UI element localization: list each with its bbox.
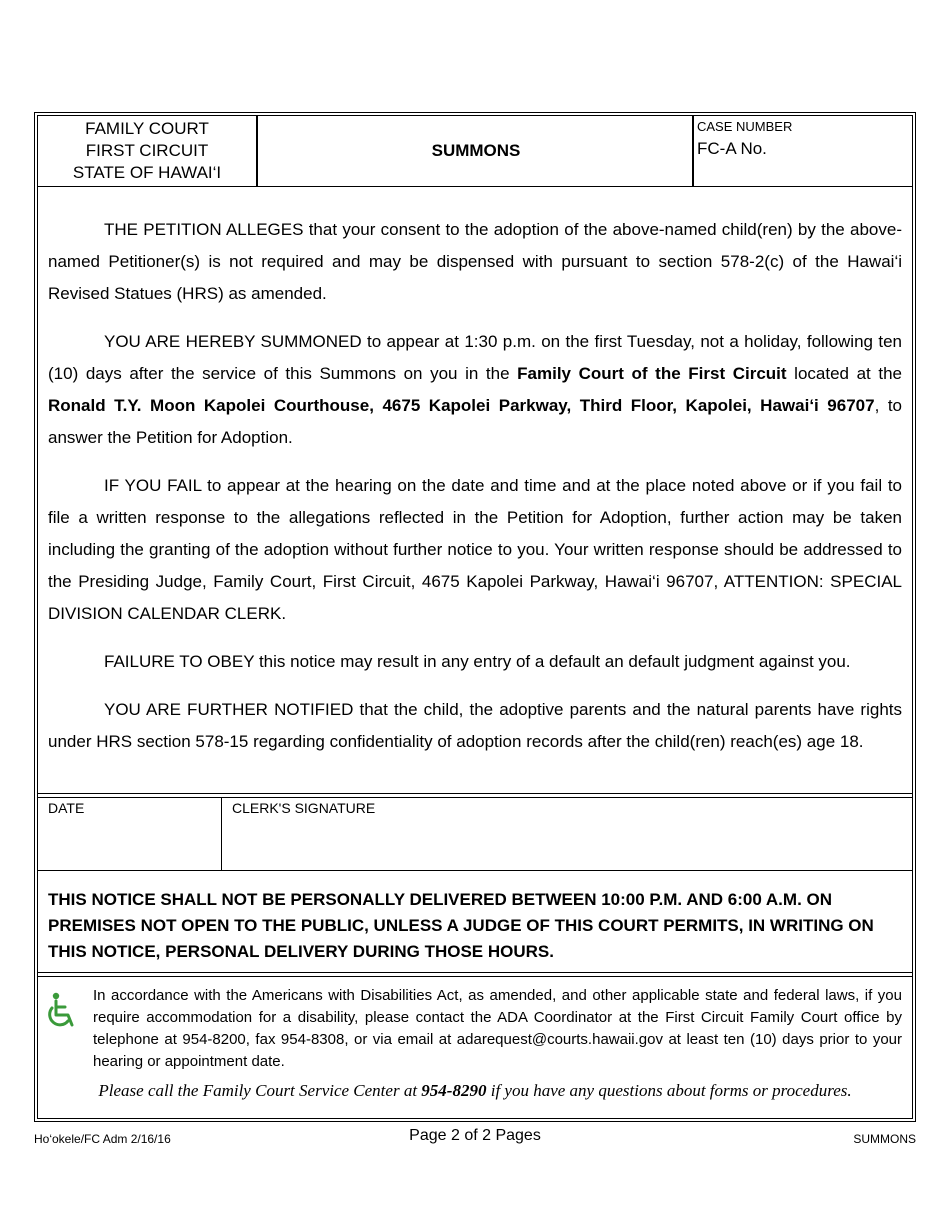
court-name-block — [38, 116, 258, 186]
footer-doc-name: SUMMONS — [853, 1132, 916, 1146]
case-number-cell[interactable] — [695, 116, 912, 186]
case-number-label: CASE NUMBER — [697, 119, 793, 134]
court-name-bold: Family Court of the First Circuit — [517, 364, 787, 383]
page-number: Page 2 of 2 Pages — [409, 1127, 541, 1144]
ada-section — [38, 976, 912, 1118]
wheelchair-icon — [42, 991, 82, 1031]
ada-statement: In accordance with the Americans with Disabilities Act, as amended, and other applicable state and federal laws, if you require accommodation for a disability, please contact the ADA Coordinator at the First Circuit Family Court office by telephone at 954-8200, fax 954-8308, or via email at adarequest@courts.hawaii.gov at least ten (10) days prior to your hearing or appointment date. — [93, 987, 902, 1070]
document-title: SUMMONS — [260, 116, 694, 186]
text-run: located at the — [786, 364, 902, 383]
clerk-signature-field[interactable] — [232, 800, 375, 816]
court-line: FIRST CIRCUIT — [85, 141, 209, 160]
text-run: , to answer the Petition for Adoption. — [48, 396, 903, 447]
service-center-note — [38, 1081, 912, 1101]
court-line: STATE OF HAWAI‘I — [72, 163, 222, 182]
case-number-value[interactable]: FC-A No. — [697, 139, 767, 158]
paragraph-summoned — [48, 326, 902, 454]
paragraph-if-you-fail: IF YOU FAIL to appear at the hearing on the date and time and at the place noted above or if you fail to file a written response to the allegations reflected in the Petition for Adoption, further action may be taken including the granting of the adoption without further notice to you. Your written response should be addressed to the Presiding Judge, Family Court, First Circuit, 4675 Kapolei Parkway, Hawai‘i 96707, ATTENTION: SPECIAL DIVISION CALENDAR CLERK. — [48, 476, 902, 623]
text-run: if you have any questions about forms or procedures. — [486, 1081, 852, 1100]
courthouse-address-bold: Ronald T.Y. Moon Kapolei Courthouse, 4675 Kapolei Parkway, Third Floor, Kapolei, Hawai‘i 96707 — [48, 396, 875, 415]
text-run: YOU ARE HEREBY SUMMONED to appear at 1:30 p.m. on the first Tuesday, not a holiday, following ten (10) days after the service of this Summons on you in the — [48, 332, 902, 383]
paragraph-failure-to-obey: FAILURE TO OBEY this notice may result in any entry of a default an default judgment against you. — [104, 652, 851, 671]
date-field[interactable] — [38, 798, 222, 870]
delivery-notice: THIS NOTICE SHALL NOT BE PERSONALLY DELIVERED BETWEEN 10:00 P.M. AND 6:00 A.M. ON PREMISES NOT OPEN TO THE PUBLIC, UNLESS A JUDGE OF THIS COURT PERMITS, IN WRITING ON THIS NOTICE, PERSONAL DELIVERY DURING THOSE HOURS. — [48, 890, 874, 961]
form-inner-border — [37, 115, 913, 1119]
form-outer-border — [34, 112, 916, 1122]
summons-body — [48, 214, 902, 774]
service-center-phone: 954-8290 — [421, 1081, 487, 1100]
paragraph-further-notified: YOU ARE FURTHER NOTIFIED that the child, the adoptive parents and the natural parents have rights under HRS section 578-15 regarding confidentiality of adoption records after the child(ren) reach(es) age 18. — [48, 700, 902, 751]
text-run: Please call the Family Court Service Center at — [98, 1081, 422, 1100]
signature-row — [38, 797, 912, 871]
form-id: Ho‘okele/FC Adm 2/16/16 — [34, 1132, 171, 1146]
form-header — [38, 116, 912, 187]
paragraph-petition-alleges: THE PETITION ALLEGES that your consent to the adoption of the above-named child(ren) by the above-named Petitioner(s) is not required and may be dispensed with pursuant to section 578-2(c) of the Hawai‘i Revised Statues (HRS) as amended. — [48, 220, 902, 303]
clerk-signature-label: CLERK'S SIGNATURE — [232, 800, 376, 816]
date-label: DATE — [48, 800, 85, 816]
court-line: FAMILY COURT — [85, 119, 209, 138]
